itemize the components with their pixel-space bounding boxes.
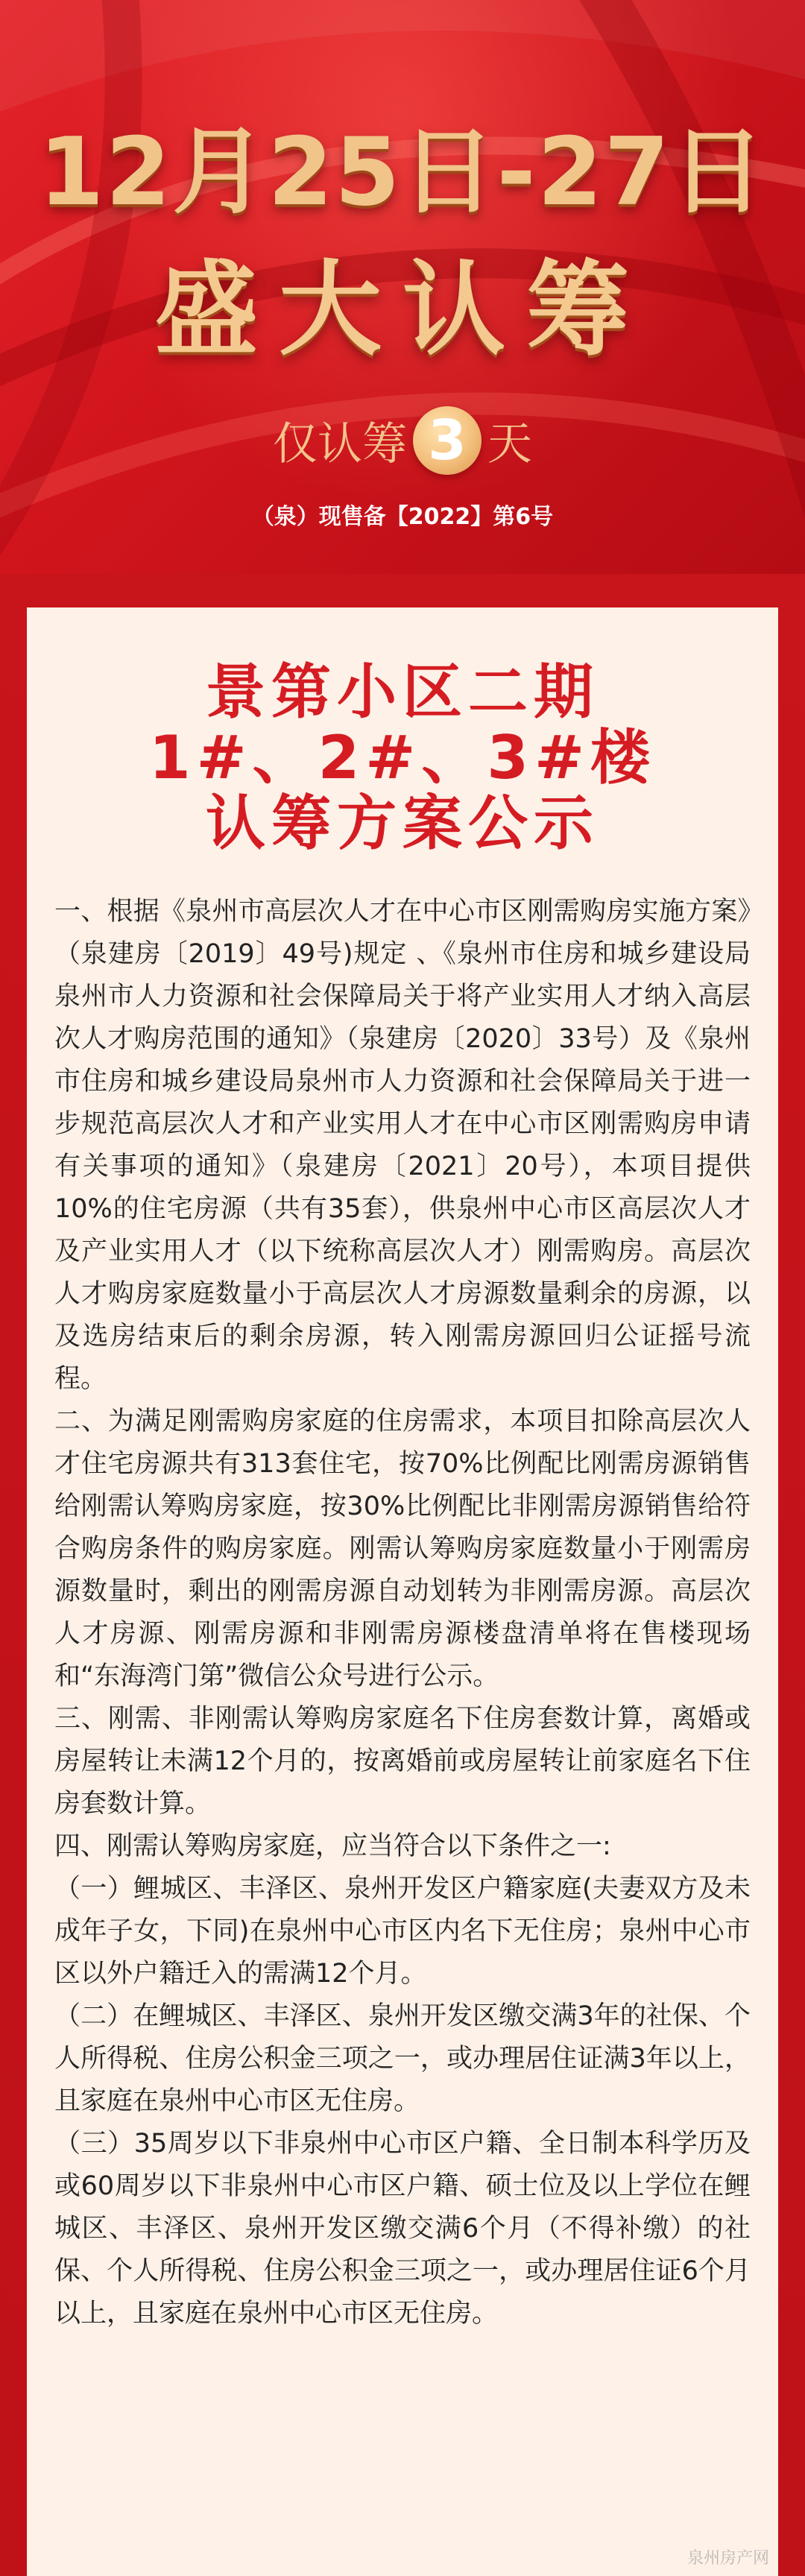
notice-title-line-3: 认筹方案公示 [206,789,599,858]
days-number-circle: 3 [413,406,482,475]
watermark-text: 泉州房产网 [686,2549,769,2568]
paragraph-item: 一、根据《泉州市高层次人才在中心市区刚需购房实施方案》（泉建房〔2019〕49号)规定 、《泉州市住房和城乡建设局泉州市人力资源和社会保障局关于将产业实用人才纳入高层次人才购房范围的通知》（泉建房〔2020〕33号）及《泉州市住房和城乡建设局泉州市人力资源和社会保障局关于进一步规范高层次人才和产业实用人才在中心市区刚需购房申请有关事项的通知》（泉建房〔2021〕20号），本项目提供10%的住宅房源（共有35套），供泉州中心市区高层次人才及产业实用人才（以下统称高层次人才）刚需购房。高层次人才购房家庭数量小于高层次人才房源数量剩余的房源，以及选房结束后的剩余房源，转入刚需房源回归公证摇号流程。 [54,897,751,1394]
notice-title [27,657,778,858]
presale-permit-number: （泉）现售备【2022】第6号 [251,504,554,530]
event-date-title: 12月25日-27日 [38,117,767,227]
hero-banner [0,0,805,574]
subscription-days-badge [0,406,805,475]
notice-title-line-2: 1#、2#、3#楼 [148,723,657,792]
paragraph-item: 三、刚需、非刚需认筹购房家庭名下住房套数计算，离婚或房屋转让未满12个月的，按离婚前或房屋转让前家庭名下住房套数计算。 [54,1704,751,1819]
paragraph-item: （三）35周岁以下非泉州中心市区户籍、全日制本科学历及或60周岁以下非泉州中心市区户籍、硕士位及以上学位在鲤城区、丰泽区、泉州开发区缴交满6个月（不得补缴）的社保、个人所得税、住房公积金三项之一，或办理居住证6个月以上，且家庭在泉州中心市区无住房。 [54,2129,751,2329]
days-prefix: 仅认筹 [273,418,407,470]
days-suffix: 天 [487,418,532,470]
paragraph-item: （二）在鲤城区、丰泽区、泉州开发区缴交满3年的社保、个人所得税、住房公积金三项之一，或办理居住证满3年以上，且家庭在泉州中心市区无住房。 [54,2001,751,2116]
notice-card [27,607,778,2576]
notice-title-line-1: 景第小区二期 [206,657,599,727]
event-headline: 盛大认筹 [154,248,650,370]
notice-body [54,891,751,2335]
paragraph-item: 四、刚需认筹购房家庭，应当符合以下条件之一: [54,1831,611,1861]
paragraph-item: 二、为满足刚需购房家庭的住房需求，本项目扣除高层次人才住宅房源共有313套住宅，按70%比例配比刚需房源销售给刚需认筹购房家庭，按30%比例配比非刚需房源销售给符合购房条件的购房家庭。刚需认筹购房家庭数量小于刚需房源数量时，剩出的刚需房源自动划转为非刚需房源。高层次人才房源、刚需房源和非刚需房源楼盘清单将在售楼现场和“东海湾门第”微信公众号进行公示。 [54,1407,751,1691]
paragraph-item: （一）鲤城区、丰泽区、泉州开发区户籍家庭(夫妻双方及未成年子女，下同)在泉州中心市区内名下无住房；泉州中心市区以外户籍迁入的需满12个月。 [54,1874,751,1989]
